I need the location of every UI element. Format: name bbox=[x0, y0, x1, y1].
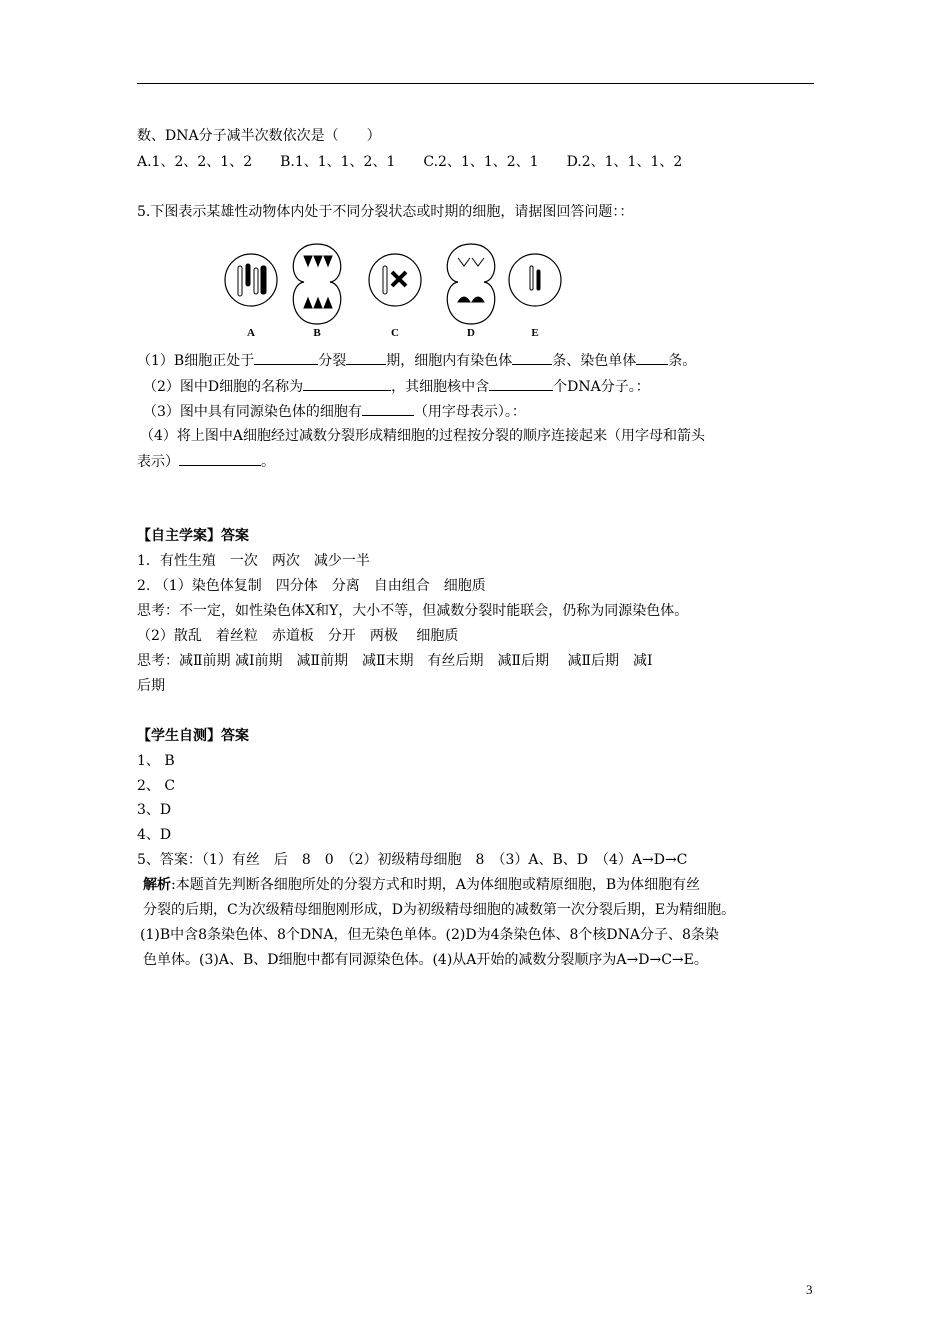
answer-line: 2. （1）染色体复制 四分体 分离 自由组合 细胞质 bbox=[137, 578, 486, 594]
answers-heading-2: 【学生自测】答案 bbox=[137, 728, 249, 744]
answer-line: 1、 B bbox=[137, 753, 175, 769]
q4-options: A.1、2、2、1、2 B.1、1、1、2、1 C.2、1、1、2、1 D.2、1、1、1、2 bbox=[137, 154, 683, 170]
sub-question-2: （2）图中D细胞的名称为 ，其细胞核中含 个DNA分子。： bbox=[143, 376, 650, 397]
header-rule bbox=[137, 83, 814, 84]
analysis-line-3: (1)B中含8条染色体、8个DNA，但无染色单体。(2)D为4条染色体、8个核DNA分子、8条染 bbox=[140, 927, 719, 943]
analysis-line-1: 解析:本题首先判断各细胞所处的分裂方式和时期，A为体细胞或精原细胞，B为体细胞有丝 bbox=[143, 877, 701, 893]
cell-a bbox=[225, 254, 277, 306]
cell-c bbox=[369, 254, 421, 306]
label-b: B bbox=[313, 327, 321, 339]
page-number: 3 bbox=[806, 1282, 813, 1297]
cell-division-figure bbox=[220, 236, 570, 340]
sub-question-3: （3）图中具有同源染色体的细胞有 （用字母表示）。： bbox=[143, 401, 526, 422]
cell-d bbox=[447, 244, 494, 324]
answer-line: 4、D bbox=[137, 827, 172, 843]
q5-stem: 5.下图表示某雄性动物体内处于不同分裂状态或时期的细胞，请据图回答问题：： bbox=[137, 204, 634, 220]
sub-question-1: （1）B细胞正处于 分裂 期，细胞内有染色体 条、染色单体 条。 bbox=[137, 350, 696, 371]
answer-line: （2）散乱 着丝粒 赤道板 分开 两极 细胞质 bbox=[137, 628, 459, 644]
answer-line: 思考：不一定，如性染色体X和Y，大小不等，但减数分裂时能联会，仍称为同源染色体。 bbox=[137, 603, 689, 619]
answers-heading-1: 【自主学案】答案 bbox=[137, 528, 249, 544]
label-e: E bbox=[531, 327, 539, 339]
answer-line: 后期 bbox=[137, 678, 165, 694]
label-c: C bbox=[391, 327, 399, 339]
q4-tail: 数、DNA分子减半次数依次是（ ） bbox=[137, 128, 381, 144]
analysis-line-2: 分裂的后期，C为次级精母细胞刚形成，D为初级精母细胞的减数第一次分裂后期，E为精细胞。 bbox=[143, 902, 736, 918]
label-d: D bbox=[467, 327, 475, 339]
sub-question-4: （4）将上图中A细胞经过减数分裂形成精细胞的过程按分裂的顺序连接起来（用字母和箭头 bbox=[140, 428, 706, 444]
answer-line: 1．有性生殖 一次 两次 减少一半 bbox=[137, 553, 370, 569]
analysis-line-4: 色单体。(3)A、B、D细胞中都有同源染色体。(4)从A开始的减数分裂顺序为A→D→C→E。 bbox=[143, 952, 708, 968]
answer-line: 2、 C bbox=[137, 778, 176, 794]
cell-e bbox=[509, 254, 561, 306]
sub-question-4-cont: 表示） 。 bbox=[137, 451, 275, 472]
label-a: A bbox=[247, 327, 255, 339]
answer-line: 思考：减Ⅱ前期 减Ⅰ前期 减Ⅱ前期 减Ⅱ末期 有丝后期 减Ⅱ后期 减Ⅱ后期 减Ⅰ bbox=[137, 653, 653, 669]
answer-line: 5、答案：（1）有丝 后 8 0 （2）初级精母细胞 8 （3）A、B、D （4）A→D→C bbox=[137, 852, 688, 868]
answer-line: 3、D bbox=[137, 802, 172, 818]
